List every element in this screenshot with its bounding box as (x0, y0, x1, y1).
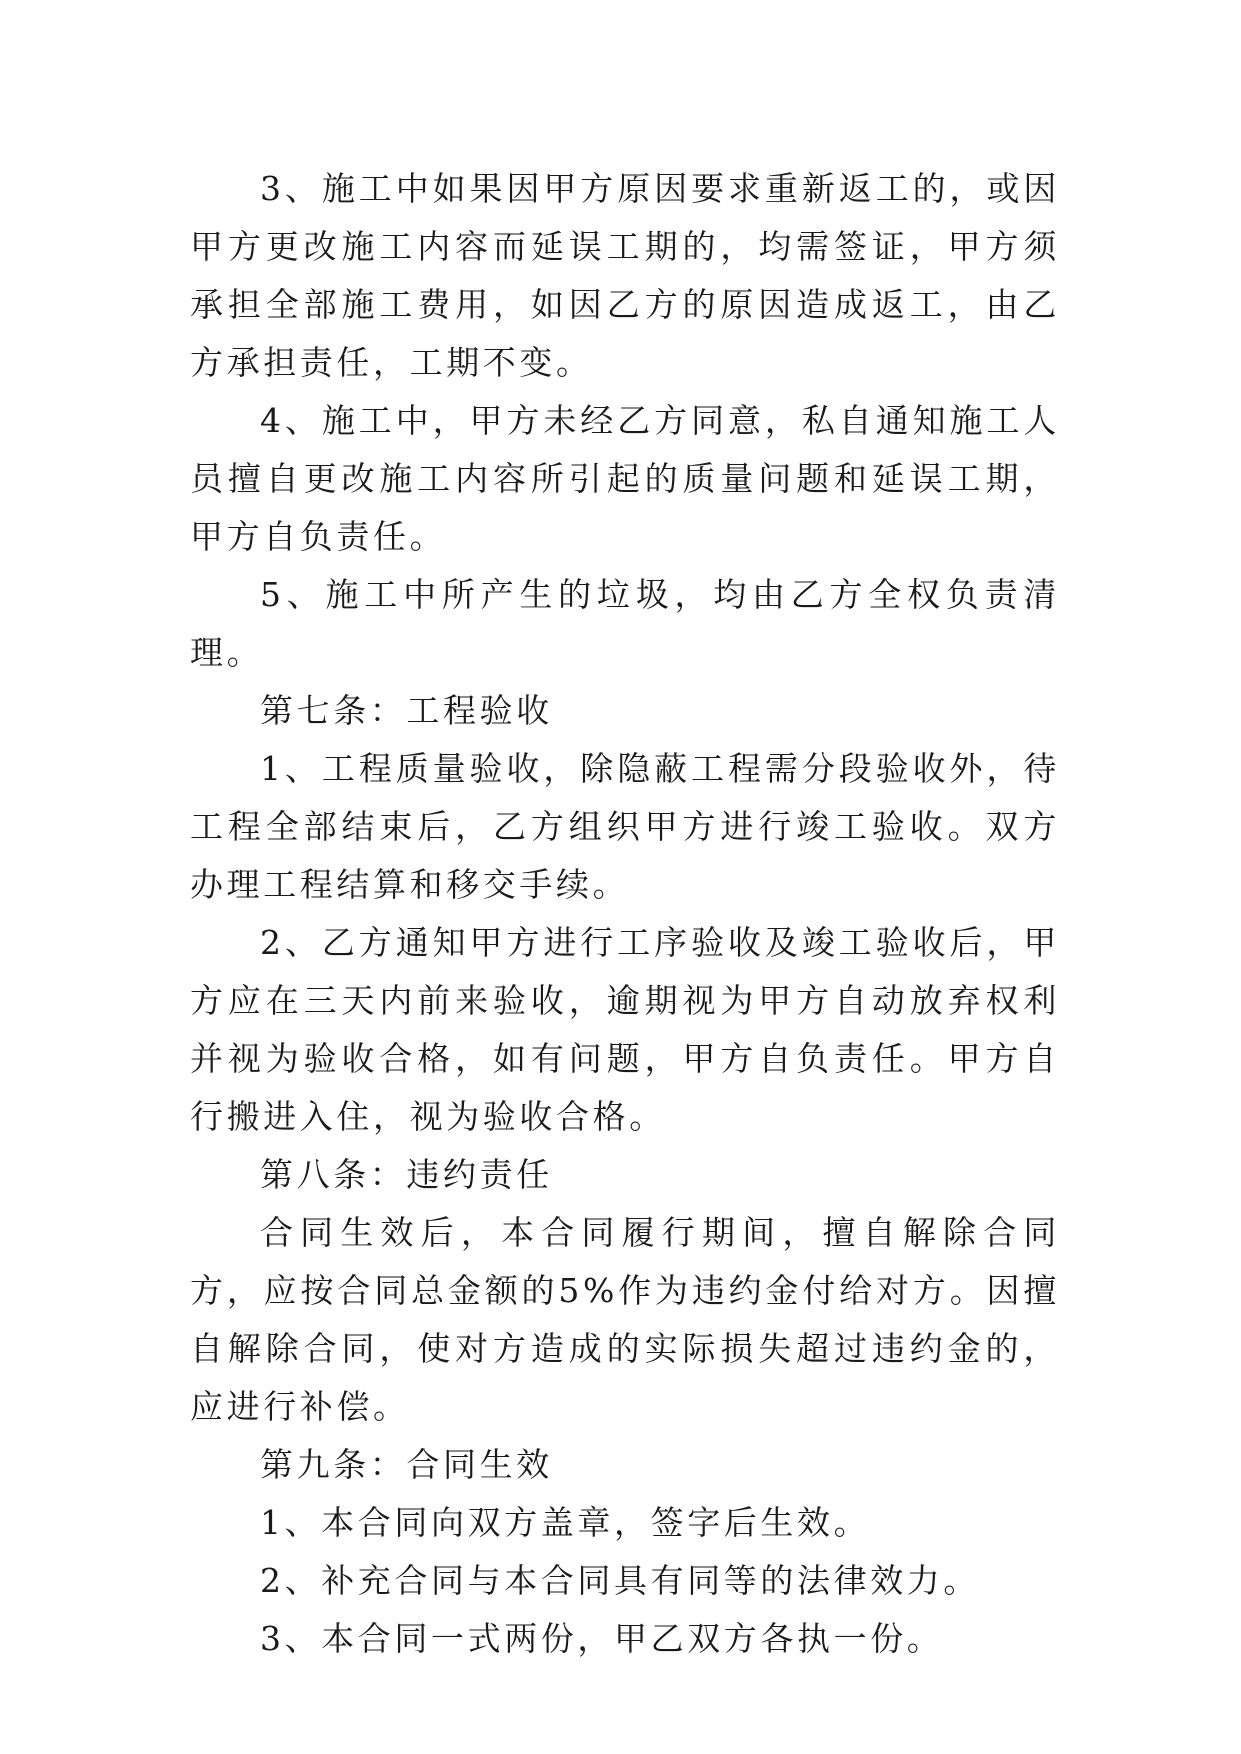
document-body (190, 160, 1060, 1668)
clause-6-item-5: 5、施工中所产生的垃圾，均由乙方全权负责清理。 (190, 575, 1060, 672)
clause-9-heading: 第九条：合同生效 (260, 1445, 553, 1484)
clause-7-heading: 第七条：工程验收 (260, 691, 553, 730)
clause-9-item-1: 1、本合同向双方盖章，签字后生效。 (260, 1503, 871, 1542)
clause-7-item-2: 2、乙方通知甲方进行工序验收及竣工验收后，甲方应在三天内前来验收，逾期视为甲方自动放弃权利并视为验收合格，如有问题，甲方自负责任。甲方自行搬进入住，视为验收合格。 (190, 923, 1060, 1136)
clause-6-item-3: 3、施工中如果因甲方原因要求重新返工的，或因甲方更改施工内容而延误工期的，均需签证，甲方须承担全部施工费用，如因乙方的原因造成返工，由乙方承担责任，工期不变。 (190, 169, 1060, 382)
clause-9-item-2: 2、补充合同与本合同具有同等的法律效力。 (260, 1561, 980, 1600)
clause-7-item-1: 1、工程质量验收，除隐蔽工程需分段验收外，待工程全部结束后，乙方组织甲方进行竣工验收。双方办理工程结算和移交手续。 (190, 749, 1060, 904)
clause-6-item-4: 4、施工中，甲方未经乙方同意，私自通知施工人员擅自更改施工内容所引起的质量问题和延误工期，甲方自负责任。 (190, 401, 1060, 556)
clause-8-heading: 第八条：违约责任 (260, 1155, 553, 1194)
clause-9-item-3: 3、本合同一式两份，甲乙双方各执一份。 (260, 1619, 944, 1658)
clause-8-body: 合同生效后，本合同履行期间，擅自解除合同方，应按合同总金额的5%作为违约金付给对方。因擅自解除合同，使对方造成的实际损失超过违约金的，应进行补偿。 (190, 1213, 1060, 1426)
